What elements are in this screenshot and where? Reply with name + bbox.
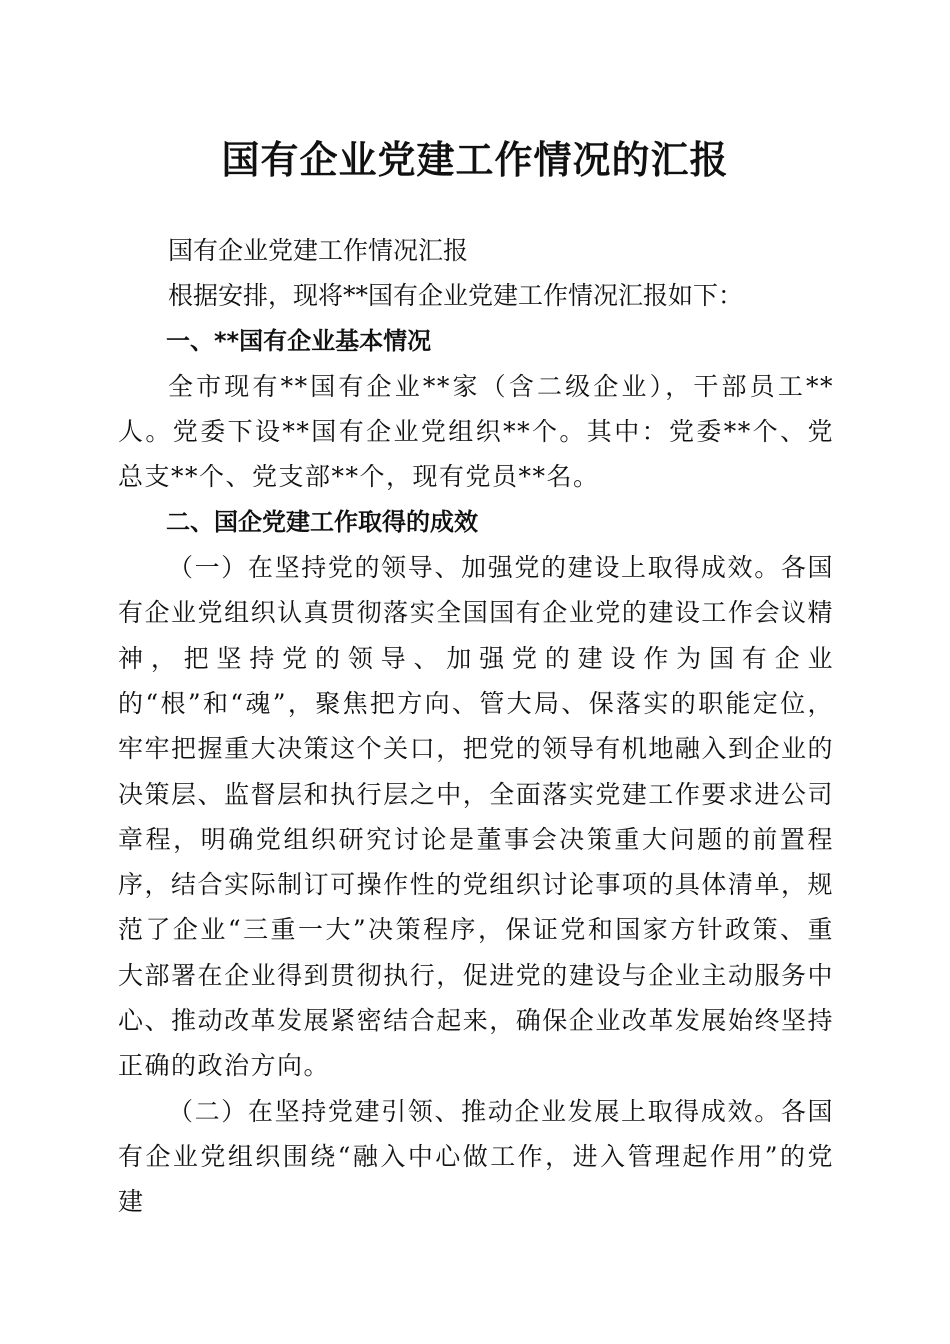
document-title: 国有企业党建工作情况的汇报: [221, 137, 729, 182]
basic-info-paragraph: 全市现有**国有企业**家（含二级企业），干部员工**人。党委下设**国有企业党组织**个。其中：党委**个、党总支**个、党支部**个，现有党员**名。: [118, 371, 834, 492]
subtitle-paragraph: 国有企业党建工作情况汇报: [168, 236, 469, 265]
achievement-paragraph-1: （一）在坚持党的领导、加强党的建设上取得成效。各国有企业党组织认真贯彻落实全国国有企业党的建设工作会议精神，把坚持党的领导、加强党的建设作为国有企业的“根”和“魂”，聚焦把方向、管大局、保落实的职能定位，牢牢把握重大决策这个关口，把党的领导有机地融入到企业的决策层、监督层和执行层之中，全面落实党建工作要求进公司章程，明确党组织研究讨论是董事会决策重大问题的前置程序，结合实际制订可操作性的党组织讨论事项的具体清单，规范了企业“三重一大”决策程序，保证党和国家方针政策、重大部署在企业得到贯彻执行，促进党的建设与企业主动服务中心、推动改革发展紧密结合起来，确保企业改革发展始终坚持正确的政治方向。: [118, 553, 834, 1081]
intro-paragraph: 根据安排，现将**国有企业党建工作情况汇报如下：: [168, 281, 744, 311]
section-heading-2: 二、国企党建工作取得的成效: [166, 507, 478, 536]
document-body: [118, 228, 834, 1225]
achievement-paragraph-2: （二）在坚持党建引领、推动企业发展上取得成效。各国有企业党组织围绕“融入中心做工作，进入管理起作用”的党建: [118, 1096, 834, 1217]
section-heading-1: 一、**国有企业基本情况: [166, 326, 432, 355]
